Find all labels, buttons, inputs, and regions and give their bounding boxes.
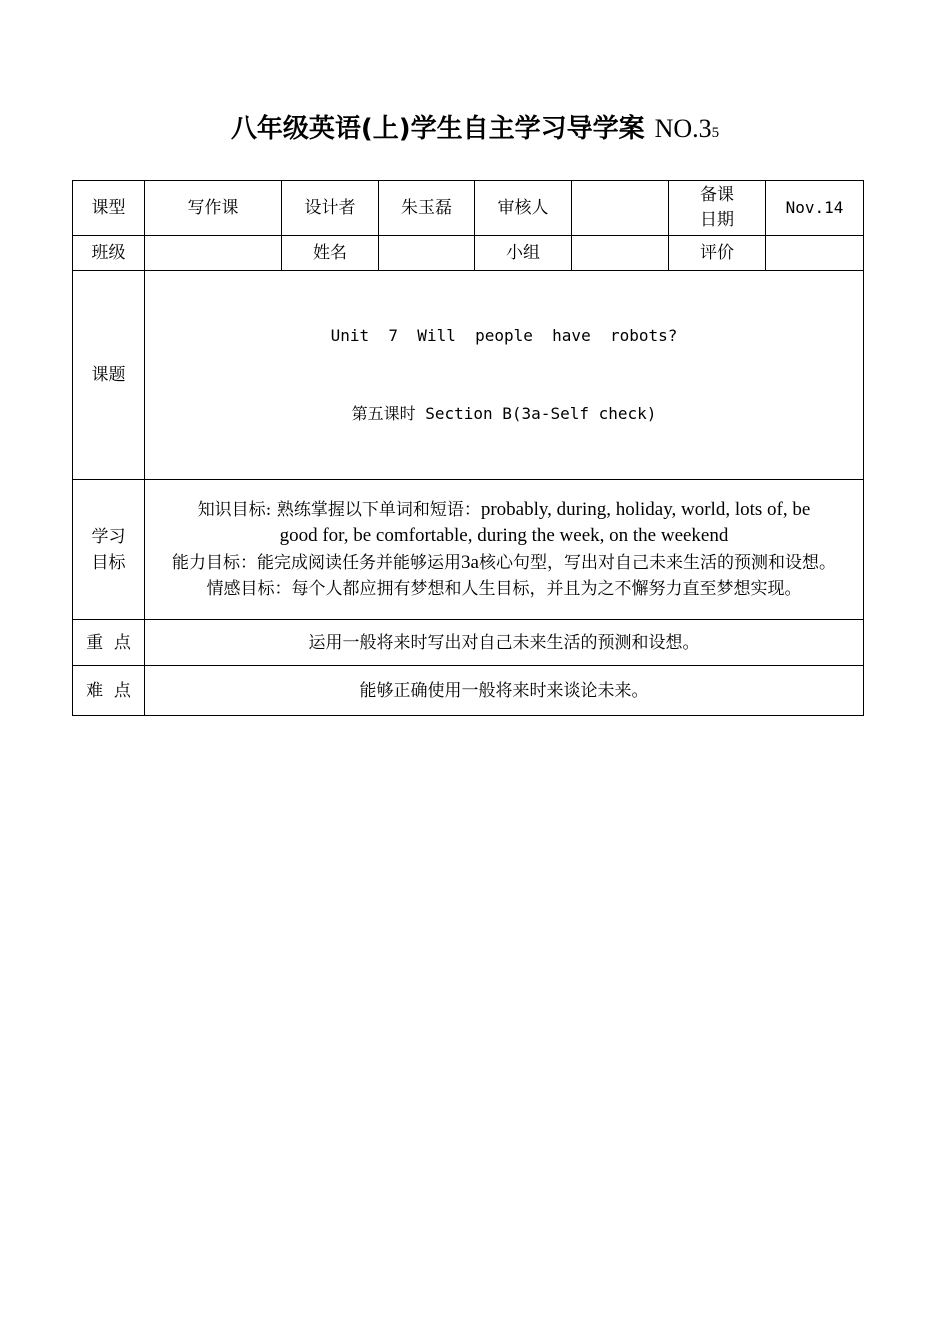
table-row-difficulty bbox=[73, 666, 864, 716]
designer-label: 设计者 bbox=[282, 181, 379, 236]
key-point-label: 重 点 bbox=[73, 620, 145, 666]
reviewer-value[interactable] bbox=[572, 181, 669, 236]
knowledge-goal-words-2: good for, be comfortable, during the week, on the weekend bbox=[279, 525, 729, 546]
name-value[interactable] bbox=[379, 236, 475, 271]
emotion-goal: 情感目标：每个人都应拥有梦想和人生目标，并且为之不懈努力直至梦想实现。 bbox=[206, 579, 802, 599]
topic-line-1: Unit 7 Will people have robots? bbox=[330, 326, 678, 345]
page-title bbox=[0, 108, 950, 145]
ability-goal bbox=[149, 550, 859, 577]
knowledge-goal-words: probably, during, holiday, world, lots of, be bbox=[480, 498, 811, 520]
goals-label-line1: 学习 bbox=[91, 526, 126, 547]
topic-line-2: 第五课时 Section B(3a-Self check) bbox=[351, 404, 657, 423]
document-title: 八年级英语(上)学生自主学习导学案 bbox=[230, 114, 645, 144]
prep-date-label bbox=[669, 181, 766, 236]
key-point-value: 运用一般将来时写出对自己未来生活的预测和设想。 bbox=[145, 620, 864, 666]
document-number-sub: 5 bbox=[711, 125, 720, 141]
reviewer-label: 审核人 bbox=[475, 181, 572, 236]
ability-goal-rest: 核心句型，写出对自己未来生活的预测和设想。 bbox=[478, 552, 836, 573]
designer-value: 朱玉磊 bbox=[379, 181, 475, 236]
ability-goal-em: 3a bbox=[461, 551, 479, 573]
group-label: 小组 bbox=[475, 236, 572, 271]
knowledge-goal bbox=[149, 497, 859, 524]
document-number: NO.3 bbox=[654, 114, 712, 143]
table-row-goals bbox=[73, 480, 864, 620]
topic-label: 课题 bbox=[73, 271, 145, 480]
goals-content bbox=[145, 480, 864, 620]
lesson-type-label: 课型 bbox=[73, 181, 145, 236]
goals-label-line2: 目标 bbox=[91, 552, 126, 573]
difficulty-value: 能够正确使用一般将来时来谈论未来。 bbox=[145, 666, 864, 716]
rating-label: 评价 bbox=[669, 236, 766, 271]
lesson-plan-table bbox=[72, 180, 864, 716]
name-label: 姓名 bbox=[282, 236, 379, 271]
difficulty-label: 难 点 bbox=[73, 666, 145, 716]
table-row-info bbox=[73, 181, 864, 236]
prep-date-value: Nov.14 bbox=[766, 181, 864, 236]
class-value[interactable] bbox=[145, 236, 282, 271]
lesson-type-value: 写作课 bbox=[145, 181, 282, 236]
table-row-student bbox=[73, 236, 864, 271]
prep-date-label-line2: 日期 bbox=[700, 210, 734, 230]
topic-value bbox=[145, 271, 864, 480]
table-row-key-point bbox=[73, 620, 864, 666]
ability-goal-prefix: 能力目标：能完成阅读任务并能够运用 bbox=[172, 552, 462, 573]
table-row-topic bbox=[73, 271, 864, 480]
goals-label bbox=[73, 480, 145, 620]
rating-value[interactable] bbox=[766, 236, 864, 271]
knowledge-goal-continued bbox=[149, 523, 859, 550]
prep-date-label-line1: 备课 bbox=[700, 185, 734, 205]
class-label: 班级 bbox=[73, 236, 145, 271]
knowledge-goal-prefix: 知识目标: 熟练掌握以下单词和短语： bbox=[197, 499, 481, 520]
group-value[interactable] bbox=[572, 236, 669, 271]
